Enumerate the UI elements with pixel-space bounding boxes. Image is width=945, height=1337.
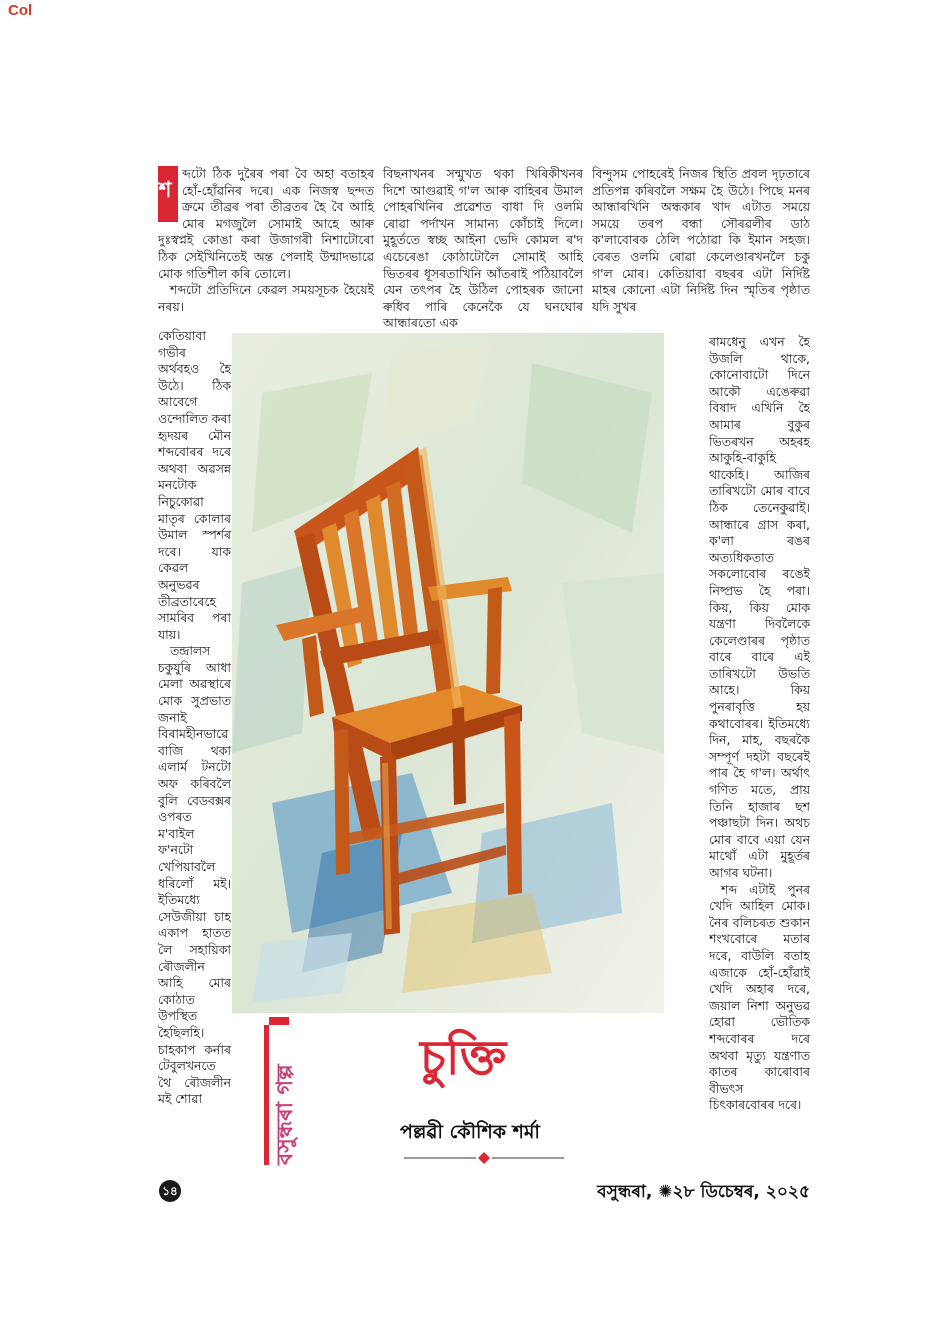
chair-painting bbox=[232, 333, 664, 1013]
drop-cap: শ bbox=[158, 166, 178, 222]
paragraph: শব্দটো প্ৰতিদিনে কেৱল সময়সূচক হৈয়েই নৰয়। bbox=[158, 282, 374, 314]
paragraph: শব্দ এটাই পুনৰ খেদি আহিল মোক। নৈৰ বলিচৰত শুকান শংখবোৰে মতাৰ দৰে, বাউলি বতাহ এজাকে হোঁ-হোঁৱাই খেদি অহাৰ দৰে, জয়াল নিশা অনুভৱ হোৱা ভৌতিক শব্দবোৰৰ দৰে অথবা মৃত্যু যন্ত্ৰণাত কাতৰ কাৰোবাৰ বীভৎস চিৎকাৰবোৰৰ দৰে। bbox=[709, 881, 810, 1113]
column-2-top bbox=[383, 166, 583, 332]
paragraph: ৰামধেনু এখন হৈ উজলি থাকে, কোনোবাটো দিনে আকৌ এঙেৰুৱা বিষাদ এখিনি হৈ আমাৰ বুকুৰ ভিতৰখন অহৰহ আকুহি-বাকুহি থাকেহি। আজিৰ তাৰিখটো মোৰ বাবে ঠিক তেনেকুৱাই। আন্ধাৰে গ্ৰাস কৰা, ক'লা ৰঙৰ অত্যধিকতাত সকলোবোৰ ৰঙেই নিষ্প্ৰভ হৈ পৰা। কিয়, কিয় মোক যন্ত্ৰণা দিবলৈকে কেলেণ্ডাৰৰ পৃষ্ঠাত বাৰে বাৰে এই তাৰিখটো উভতি আহে। কিয় পুনৰাবৃত্তি হয় কথাবোৰৰ। ইতিমধ্যে দিন, মাহ, বছৰকৈ সম্পূৰ্ণ দহটা বছৰেই পাৰ হৈ গ'ল। অৰ্থাৎ গণিত মতে, প্ৰায় তিনি হাজাৰ ছশ পঞ্চাছটা দিন। অথচ মোৰ বাবে এয়া যেন মাথোঁ এটা মুহূৰ্তৰ আগৰ ঘটনা। bbox=[709, 334, 810, 880]
series-text: বসুন্ধৰা গল্প bbox=[273, 1064, 298, 1165]
series-label bbox=[262, 1015, 302, 1170]
story-title: চুক্তি bbox=[420, 1030, 507, 1086]
paragraph: ব্দটো ঠিক দুৰৈৰ পৰা বৈ অহা বতাহৰ হোঁ-হোঁৱনিৰ দৰে। এক নিজস্ব ছন্দত ক্ৰমে তীব্ৰৰ পৰা তীব্ৰতৰ হৈ বৈ আহি মোৰ মগজুলৈ সোমাই আহে আৰু দুঃস্বপ্নই কোঙা কৰা উজাগৰী নিশাটোৰো ঠিক সেইখিনিতেই অন্ত পেলাই উন্মাদভাৱে মোক গতিশীল কৰি তোলে। bbox=[158, 166, 374, 281]
corner-label: Col bbox=[8, 2, 33, 19]
paragraph: তন্দ্ৰালস চকুযুৰি আধা মেলা অৱস্থাৰে মোক সুপ্ৰভাত জনাই বিৰামহীনভাৱে বাজি থকা এলাৰ্ম টনটো অফ কৰিবলৈ বুলি বেডবক্সৰ ওপৰত ম'বাইল ফ'নটো খেপিয়াবলৈ ধৰিলোঁ মই। ইতিমধ্যে সেউজীয়া চাহ একাপ হাতত লৈ সহায়িকা ৰৌজলীন আহি মোৰ কোঠাত উপস্থিত হৈছিলহি। চাহকাপ কৰ্নাৰ টেবুলখনতে থৈ ৰৌজলীন মই শোৱা bbox=[158, 643, 231, 1107]
paragraph: বিছনাখনৰ সন্মুখত থকা খিৰিকীখনৰ দিশে আগুৱাই গ'ল আৰু বাহিৰৰ উমাল পোহৰখিনিৰ প্ৰৱেশত বাধা দি ওলমি ৰোৱা পৰ্দাখন সামান্য কোঁচাই দিলে। মুহূৰ্ততে স্বচ্ছ আইনা ভেদি কোমল ৰ'দ এচেৰেঙা কোঠাটোলৈ সোমাই আহি ভিতৰৰ ধূসৰতাখিনি আঁতৰাই পঠিয়াবলৈ যেন তৎপৰ হৈ উঠিল পোহৰক জানো ৰুধিব পাৰি কেনেকৈ যে ঘনঘোৰ আন্ধাৰতো এক bbox=[383, 166, 583, 331]
author-name: পল্লৱী কৌশিক শৰ্মা bbox=[400, 1121, 540, 1143]
column-3-narrow bbox=[709, 334, 810, 1166]
paragraph: বিন্দুসম পোহৰেই নিজৰ স্থিতি প্ৰবল দৃঢ়তাৰে প্ৰতিপন্ন কৰিবলৈ সক্ষম হৈ উঠে। পিছে মনৰ আন্ধাৰখিনি অন্ধকাৰ খাদ এটাত সময়ে সময়ে তৰপ বন্ধা সৌৰৱলীৰ ডাঠ ক'লাবোৰক ঠেলি পঠোৱা কি ইমান সহজ। বেৰত ওলমি ৰোৱা কেলেণ্ডাৰখনলৈ চকু গ'ল মোৰ। কেতিয়াবা বছৰৰ এটা নিৰ্দিষ্ট মাহৰ কোনো এটা নিৰ্দিষ্ট দিন স্মৃতিৰ পৃষ্ঠাত যদি সুখৰ bbox=[592, 166, 810, 314]
paragraph: কেতিয়াবা গভীৰ অৰ্থবহও হৈ উঠে। ঠিক আবেগে ওন্দোলিত কৰা হৃদয়ৰ মৌন শব্দবোৰৰ দৰে অথবা অৱসন্ন মনটোক নিচুকোৱা মাতৃৰ কোলাৰ উমাল স্পৰ্শৰ দৰে। যাক কেৱল অনুভৱৰ তীব্ৰতাৰেহে সামৰিব পৰা যায়। bbox=[158, 328, 231, 642]
column-3-top bbox=[592, 166, 810, 332]
divider-ornament bbox=[404, 1150, 564, 1164]
column-1-top bbox=[158, 166, 374, 328]
footer-masthead: বসুন্ধৰা, ✺২৮ ডিচেম্বৰ, ২০২৫ bbox=[597, 1182, 810, 1202]
page-number: ১৪ bbox=[159, 1180, 181, 1202]
column-1-narrow bbox=[158, 328, 231, 1168]
